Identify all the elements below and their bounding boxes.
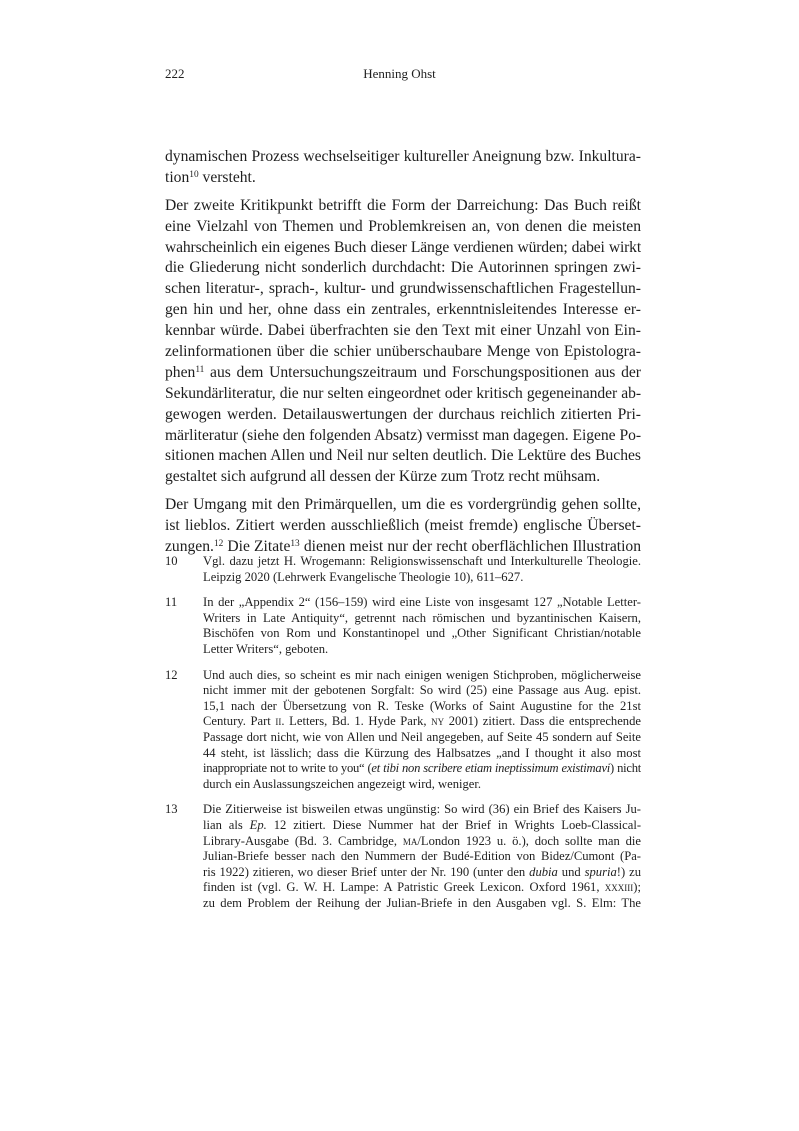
text-run: aus dem Untersuchungszeitraum und Forschungspositionen aus der bbox=[204, 363, 641, 381]
text-run: Der Umgang mit den Primärquellen, um die es vordergründig gehen sollte, bbox=[165, 496, 641, 514]
text-run: schen literatur-, sprach-, kultur- und grundwissenschaftlichen Fragestellun- bbox=[165, 280, 641, 298]
footnote-line bbox=[203, 642, 641, 658]
text-run: 2001) zitiert. Dass die entsprechende bbox=[444, 714, 641, 729]
body-line bbox=[165, 196, 641, 217]
footnote-line bbox=[203, 554, 641, 570]
page-number: 222 bbox=[165, 66, 185, 81]
footnote-reference: 10 bbox=[189, 169, 199, 180]
text-run: Century. Part bbox=[203, 714, 276, 729]
body-line bbox=[165, 342, 641, 363]
text-run: inappropriate not to write to you“ ( bbox=[203, 761, 372, 776]
footnote-line bbox=[203, 626, 641, 642]
text-run: In der „Appendix 2“ (156–159) wird eine Liste von insgesamt 127 „Notable Letter- bbox=[203, 595, 641, 610]
body-line bbox=[165, 300, 641, 321]
text-run: eine Vielzahl von Themen und Problemkreisen an, von denen die meisten bbox=[165, 217, 641, 235]
paragraph bbox=[165, 495, 641, 558]
footnote bbox=[165, 554, 641, 585]
text-run: durch ein Auslassungszeichen angezeigt wird, weniger. bbox=[203, 776, 482, 791]
footnote-line bbox=[203, 730, 641, 746]
text-run: nicht immer mit der gebotenen Sorgfalt: So wird (25) eine Passage aus Aug. epist. bbox=[203, 683, 641, 698]
text-run: Julian-Briefe besser nach den Nummern der Budé-Edition von Bidez/Cumont (Pa- bbox=[203, 849, 641, 864]
text-run: gewogen werden. Detailauswertungen der durchaus reichlich zitierten Pri- bbox=[165, 405, 641, 423]
footnote-line bbox=[203, 611, 641, 627]
body-line bbox=[165, 426, 641, 447]
text-run: !) zu bbox=[616, 864, 641, 879]
text-run: sitionen machen Allen und Neil nur selten deutlich. Die Lektüre des Buches bbox=[165, 447, 641, 465]
footnote-line bbox=[203, 834, 641, 850]
body-line bbox=[165, 238, 641, 259]
footnote bbox=[165, 595, 641, 657]
text-run: 44 steht, ist lässlich; dass die Kürzung des Halbsatzes „and I thought it also most bbox=[203, 745, 641, 760]
italic-text: Ep. bbox=[249, 817, 267, 832]
text-run: zungen. bbox=[165, 538, 214, 556]
small-caps-text: ii bbox=[275, 714, 282, 729]
text-run: Passage dort nicht, wie von Allen und Neil angegeben, auf Seite 45 sondern auf Seite bbox=[203, 729, 641, 744]
footnote-number: 11 bbox=[165, 595, 178, 610]
text-run: dienen meist nur der recht oberflächlichen Illustration bbox=[299, 538, 641, 556]
paragraph bbox=[165, 147, 641, 189]
text-run: ); bbox=[633, 880, 641, 895]
text-run: ris 1922) zitieren, wo dieser Brief unter der Nr. 190 (unter den bbox=[203, 864, 530, 879]
text-run: gen hin und her, ohne dass ein zentrales, erkenntnisleitendes Interesse er- bbox=[165, 301, 641, 319]
footnote-line bbox=[203, 880, 641, 896]
running-head: Henning Ohst bbox=[363, 66, 436, 81]
footnote bbox=[165, 668, 641, 793]
body-line bbox=[165, 321, 641, 342]
text-run: Vgl. dazu jetzt H. Wrogemann: Religionswissenschaft und Interkulturelle Theologie. bbox=[203, 554, 641, 568]
footnote-number: 13 bbox=[165, 802, 178, 817]
text-run: /London 1923 u. ö.), doch sollte man die bbox=[417, 833, 641, 848]
footnote bbox=[165, 802, 641, 911]
text-run: Und auch dies, so scheint es mir nach einigen wenigen Stichproben, möglicherweise bbox=[203, 667, 641, 682]
footnote-line bbox=[203, 802, 641, 818]
body-line bbox=[165, 405, 641, 426]
body-line bbox=[165, 384, 641, 405]
small-caps-text: ny bbox=[431, 714, 445, 729]
body-line bbox=[165, 516, 641, 537]
text-run: 12 zitiert. Diese Nummer hat der Brief in Wrights Loeb-Classical- bbox=[266, 817, 641, 832]
body-line bbox=[165, 495, 641, 516]
text-run: gestaltet sich aufgrund all dessen der Kürze zum Trotz recht mühsam. bbox=[165, 468, 601, 486]
body-text bbox=[165, 147, 641, 565]
body-line bbox=[165, 279, 641, 300]
text-run: wahrscheinlich ein eigenes Buch dieser Länge verdienen würden; dabei wirkt bbox=[165, 238, 641, 256]
footnote-number: 12 bbox=[165, 667, 178, 682]
footnote-line bbox=[203, 668, 641, 684]
text-run: Die Zitate bbox=[223, 538, 291, 556]
footnotes bbox=[165, 554, 641, 921]
small-caps-text: ma bbox=[402, 833, 418, 848]
body-line bbox=[165, 217, 641, 238]
italic-text: dubia bbox=[529, 864, 558, 879]
text-run: Letter Writers“, geboten. bbox=[203, 641, 329, 656]
text-run: finden ist (vgl. G. W. H. Lampe: A Patristic Greek Lexicon. Oxford 1961, bbox=[203, 880, 605, 895]
body-line bbox=[165, 467, 641, 488]
text-run: phen bbox=[165, 363, 196, 381]
paragraph bbox=[165, 196, 641, 488]
footnote-reference: 12 bbox=[213, 538, 224, 549]
body-line bbox=[165, 258, 641, 279]
italic-text: et tibi non scribere etiam ineptissimum existimavi bbox=[371, 761, 611, 776]
body-line bbox=[165, 363, 641, 384]
footnote-line bbox=[203, 570, 641, 586]
footnote-line bbox=[203, 849, 641, 865]
text-run: kennbar würde. Dabei überfrachten sie den Text mit einer Unzahl von Ein- bbox=[165, 322, 641, 340]
text-run: Bischöfen von Rom und Konstantinopel und „Other Significant Christian/notable bbox=[203, 626, 641, 641]
text-run: dynamischen Prozess wechselseitiger kultureller Aneignung bzw. Inkultura- bbox=[165, 148, 641, 165]
text-run: versteht. bbox=[198, 168, 256, 186]
footnote-line bbox=[203, 746, 641, 762]
small-caps-text: xxxiii bbox=[604, 880, 634, 895]
text-run: 15,1 nach der Übersetzung von R. Teske (Works of Saint Augustine for the 21st bbox=[203, 698, 641, 713]
footnote-line bbox=[203, 896, 641, 912]
footnote-line bbox=[203, 777, 641, 793]
body-line bbox=[165, 168, 641, 189]
text-run: zu dem Problem der Reihung der Julian-Briefe in den Ausgaben vgl. S. Elm: The bbox=[203, 895, 641, 910]
italic-text: spuria bbox=[584, 864, 617, 879]
text-run: Der zweite Kritikpunkt betrifft die Form der Darreichung: Das Buch reißt bbox=[165, 196, 641, 214]
body-line bbox=[165, 446, 641, 467]
text-run: die Gliederung nicht sonderlich durchdacht: Die Autorinnen springen zwi- bbox=[165, 259, 641, 277]
footnote-line bbox=[203, 865, 641, 881]
footnote-line bbox=[203, 761, 641, 777]
footnote-line bbox=[203, 818, 641, 834]
footnote-line bbox=[203, 683, 641, 699]
footnote-reference: 13 bbox=[290, 538, 300, 549]
footnote-line bbox=[203, 699, 641, 715]
footnote-line bbox=[203, 714, 641, 730]
body-line bbox=[165, 147, 641, 168]
footnote-line bbox=[203, 595, 641, 611]
text-run: Library-Ausgabe (Bd. 3. Cambridge, bbox=[203, 833, 403, 848]
text-run: zelinformationen über die schier unüberschaubare Menge von Epistologra- bbox=[165, 343, 641, 361]
text-run: Sekundärliteratur, die nur selten eingeordnet oder kritisch gegeneinander ab- bbox=[165, 384, 641, 402]
text-run: märliteratur (siehe den folgenden Absatz) vermisst man dagegen. Eigene Po- bbox=[165, 426, 641, 444]
text-run: ) nicht bbox=[610, 761, 641, 776]
footnote-number: 10 bbox=[165, 554, 178, 568]
text-run: Die Zitierweise ist bisweilen etwas ungünstig: So wird (36) ein Brief des Kaisers Ju- bbox=[203, 802, 641, 817]
text-run: und bbox=[557, 864, 585, 879]
text-run: ist lieblos. Zitiert werden ausschließlich (meist fremde) englische Überset- bbox=[165, 517, 641, 535]
text-run: Leipzig 2020 (Lehrwerk Evangelische Theologie 10), 611–627. bbox=[203, 569, 524, 584]
text-run: tion bbox=[165, 168, 190, 186]
text-run: Writers in Late Antiquity“, getrennt nach römischen und byzantinischen Kaisern, bbox=[203, 610, 641, 625]
text-run: lian als bbox=[203, 817, 250, 832]
text-run: . Letters, Bd. 1. Hyde Park, bbox=[281, 714, 432, 729]
footnote-reference: 11 bbox=[195, 364, 205, 375]
